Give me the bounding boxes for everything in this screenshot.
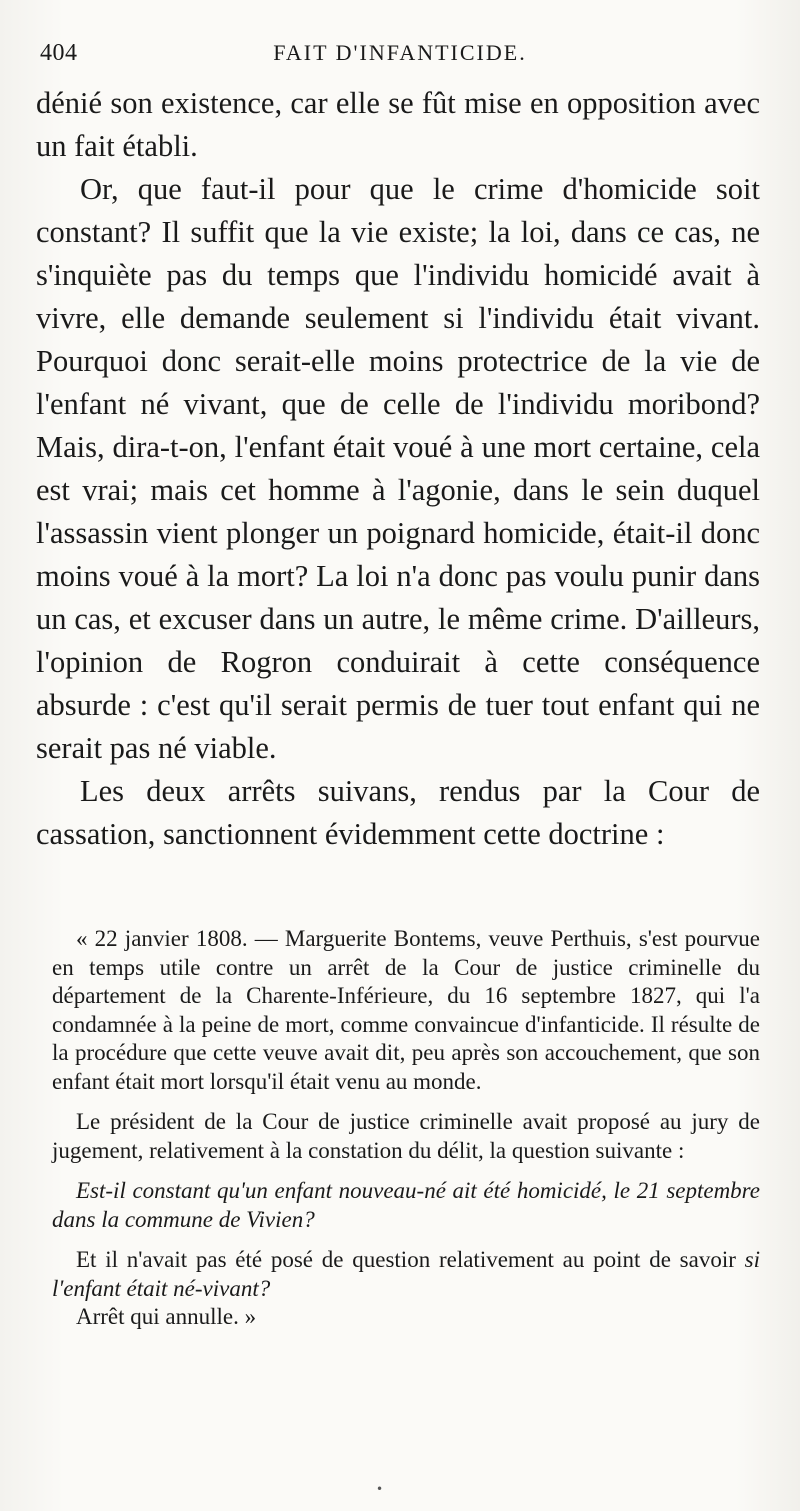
main-text bbox=[36, 82, 760, 856]
quotation-paragraph-2: Le président de la Cour de justice criminelle avait proposé au jury de jugement, relativement à la constation du délit, la question suivante : bbox=[52, 1109, 760, 1163]
quotation-question: Est-il constant qu'un enfant nouveau-né ait été homicidé, le 21 septembre dans la commune de Vivien? bbox=[52, 1178, 760, 1232]
ink-mark: • bbox=[376, 1482, 384, 1496]
paragraph-continuation: dénié son existence, car elle se fût mise en opposition avec un fait établi. bbox=[36, 86, 760, 163]
paragraph-intro-decisions: Les deux arrêts suivans, rendus par la Cour de cassation, sanctionnent évidemment cette doctrine : bbox=[36, 774, 760, 851]
page-number: 404 bbox=[40, 40, 78, 66]
court-decision-quotation bbox=[52, 925, 760, 1332]
quotation-paragraph-1: « 22 janvier 1808. — Marguerite Bontems, veuve Perthuis, s'est pourvue en temps utile contre un arrêt de la Cour de justice criminelle du département de la Charente-Inférieure, du 16 septembre 1827, qui l'a condamnée à la peine de mort, comme convaincue d'infanticide. Il résulte de la procédure que cette veuve avait dit, peu après son accouchement, que son enfant était mort lorsqu'il était venu au monde. bbox=[52, 926, 760, 1094]
page-header bbox=[40, 40, 760, 74]
quotation-paragraph-3 bbox=[52, 1246, 760, 1303]
running-title: FAIT D'INFANTICIDE. bbox=[273, 40, 527, 65]
quotation-paragraph-3-text: Et il n'avait pas été posé de question relativement au point de savoir bbox=[76, 1247, 745, 1272]
paragraph-argument: Or, que faut-il pour que le crime d'homicide soit constant? Il suffit que la vie existe; la loi, dans ce cas, ne s'inquiète pas du temps que l'individu homicidé avait à vivre, elle demande seulement si l'individu était vivant. Pourquoi donc serait-elle moins protectrice de la vie de l'enfant né vivant, que de celle de l'individu moribond? Mais, dira-t-on, l'enfant était voué à une mort certaine, cela est vrai; mais cet homme à l'agonie, dans le sein duquel l'assassin vient plonger un poignard homicide, était-il donc moins voué à la mort? La loi n'a donc pas voulu punir dans un cas, et excuser dans un autre, le même crime. D'ailleurs, l'opinion de Rogron conduirait à cette conséquence absurde : c'est qu'il serait permis de tuer tout enfant qui ne serait pas né viable. bbox=[36, 172, 760, 765]
quotation-closing: Arrêt qui annulle. » bbox=[76, 1304, 257, 1329]
quotation-paragraph-3-italic: si l'enfant était né-vivant? bbox=[52, 1247, 760, 1301]
